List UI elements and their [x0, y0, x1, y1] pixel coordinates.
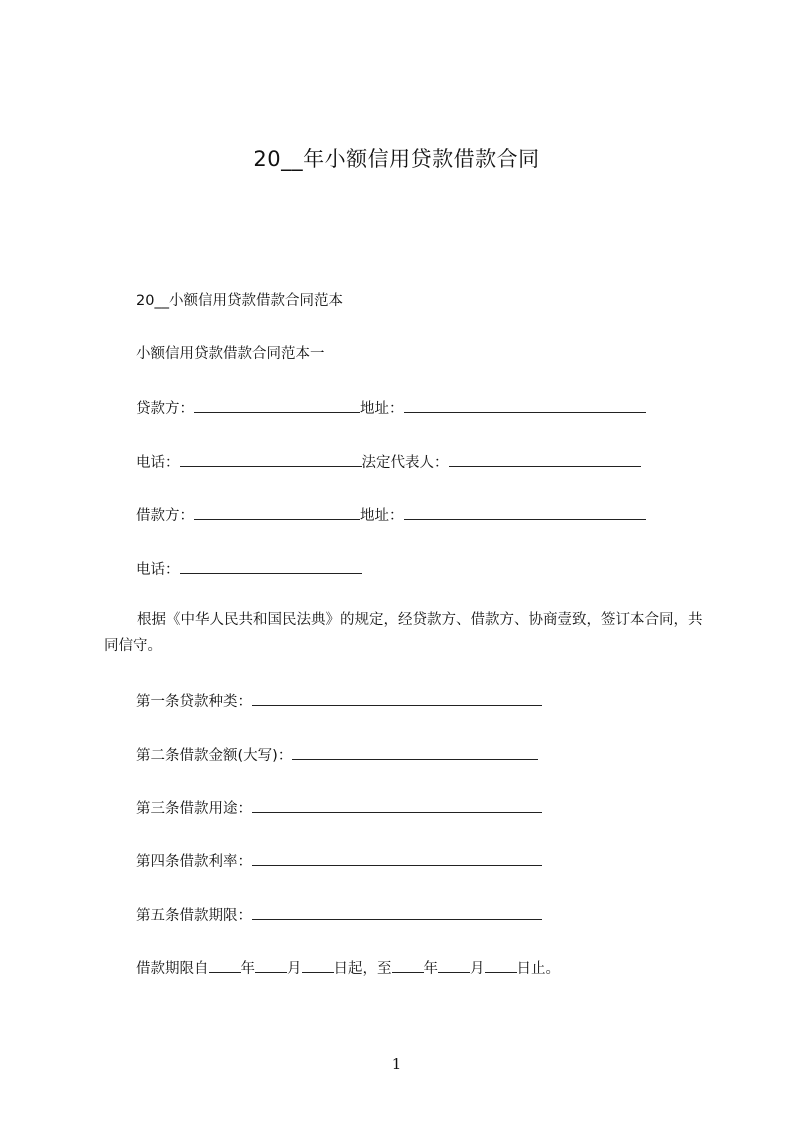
section-title: 小额信用贷款借款合同范本一 — [136, 346, 325, 362]
intro-paragraph: 根据《中华人民共和国民法典》的规定，经贷款方、借款方、协商壹致，签订本合同，共同信守。 — [104, 612, 703, 654]
term-start-month-blank — [255, 958, 287, 973]
clause-2-line — [136, 745, 538, 766]
borrower-name-blank — [194, 505, 360, 520]
clause-3-label: 第三条借款用途： — [136, 801, 252, 817]
lender-address-blank — [404, 398, 646, 413]
borrower-phone-line — [136, 559, 362, 580]
term-end-month-blank — [438, 958, 470, 973]
lender-name-blank — [194, 398, 360, 413]
term-month2-label: 月 — [470, 961, 485, 977]
page-number: 1 — [391, 1055, 402, 1073]
clause-5-line — [136, 905, 542, 926]
term-start-day-blank — [302, 958, 334, 973]
clause-5-blank — [252, 905, 542, 920]
term-end-year-blank — [392, 958, 424, 973]
clause-4-line — [136, 851, 542, 872]
term-month-label: 月 — [287, 961, 302, 977]
term-start-year-blank — [209, 958, 241, 973]
clause-1-line — [136, 691, 542, 712]
term-end-day-blank — [485, 958, 517, 973]
clause-3-blank — [252, 798, 542, 813]
borrower-line — [136, 505, 646, 526]
clause-3-line — [136, 798, 542, 819]
lender-address-label: 地址： — [360, 401, 404, 417]
clause-1-label: 第一条贷款种类： — [136, 694, 252, 710]
clause-5-label: 第五条借款期限： — [136, 908, 252, 924]
term-line — [136, 958, 560, 979]
document-title: 20__年小额信用贷款借款合同 — [253, 147, 540, 171]
term-year-label: 年 — [240, 961, 255, 977]
term-day-to-label: 日止。 — [516, 961, 560, 977]
term-prefix: 借款期限自 — [136, 961, 209, 977]
legal-rep-blank — [449, 452, 641, 467]
term-day-from-label: 日起，至 — [333, 961, 392, 977]
subtitle: 20__小额信用贷款借款合同范本 — [136, 293, 343, 309]
term-year2-label: 年 — [423, 961, 438, 977]
lender-line — [136, 398, 646, 419]
clause-2-label: 第二条借款金额(大写)： — [136, 748, 293, 764]
borrower-phone-blank — [180, 559, 362, 574]
lender-phone-line — [136, 452, 641, 473]
borrower-label: 借款方： — [136, 508, 194, 524]
lender-phone-label: 电话： — [136, 455, 180, 471]
borrower-address-blank — [404, 505, 646, 520]
borrower-phone-label: 电话： — [136, 562, 180, 578]
lender-label: 贷款方： — [136, 401, 194, 417]
borrower-address-label: 地址： — [360, 508, 404, 524]
clause-1-blank — [252, 691, 542, 706]
clause-2-blank — [292, 745, 538, 760]
lender-phone-blank — [180, 452, 362, 467]
legal-rep-label: 法定代表人： — [361, 455, 449, 471]
clause-4-blank — [252, 851, 542, 866]
clause-4-label: 第四条借款利率： — [136, 854, 252, 870]
